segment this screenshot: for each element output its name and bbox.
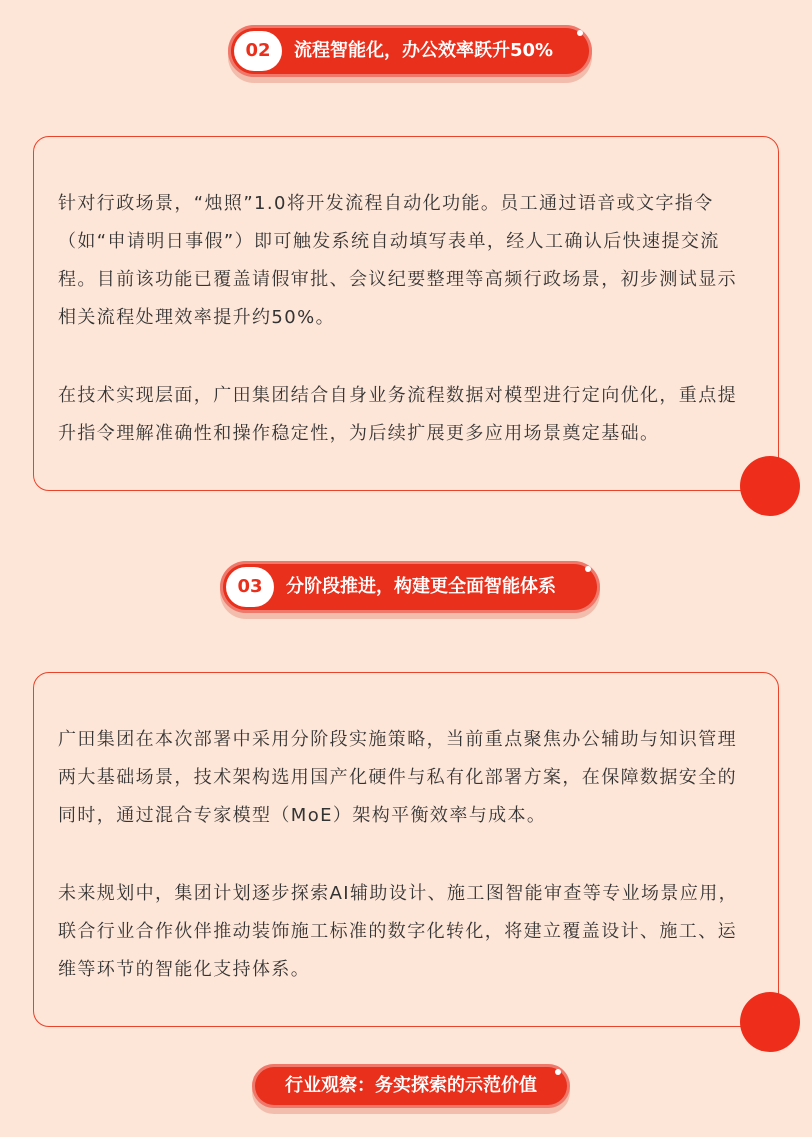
- section-02-card: [33, 136, 779, 491]
- decorative-circle: [740, 992, 800, 1052]
- section-04-header: [252, 1064, 570, 1108]
- section-03-header: [220, 561, 600, 613]
- section-03-paragraph-1: 广田集团在本次部署中采用分阶段实施策略，当前重点聚焦办公辅助与知识管理两大基础场景，技术架构选用国产化硬件与私有化部署方案，在保障数据安全的同时，通过混合专家模型（MoE）架构平衡效率与成本。: [58, 729, 737, 826]
- section-02-paragraph-2: 在技术实现层面，广田集团结合自身业务流程数据对模型进行定向优化，重点提升指令理解准确性和操作稳定性，为后续扩展更多应用场景奠定基础。: [58, 385, 737, 444]
- decorative-dot: [577, 30, 583, 36]
- section-02-paragraph-1: 针对行政场景，“烛照”1.0将开发流程自动化功能。员工通过语音或文字指令（如“申请明日事假”）即可触发系统自动填写表单，经人工确认后快速提交流程。目前该功能已覆盖请假审批、会议纪要整理等高频行政场景，初步测试显示相关流程处理效率提升约50%。: [58, 193, 737, 328]
- decorative-circle: [740, 456, 800, 516]
- section-02-title: 流程智能化，办公效率跃升50%: [294, 40, 554, 61]
- section-02-number: 02: [234, 31, 282, 71]
- section-03-title: 分阶段推进，构建更全面智能体系: [286, 576, 556, 597]
- decorative-dot: [555, 1069, 561, 1075]
- section-03-card: [33, 672, 779, 1027]
- section-02-header: [228, 25, 592, 77]
- section-03-number: 03: [226, 567, 274, 607]
- section-03-paragraph-2: 未来规划中，集团计划逐步探索AI辅助设计、施工图智能审查等专业场景应用，联合行业合作伙伴推动装饰施工标准的数字化转化，将建立覆盖设计、施工、运维等环节的智能化支持体系。: [58, 883, 739, 980]
- decorative-dot: [585, 566, 591, 572]
- section-04-title: 行业观察：务实探索的示范价值: [285, 1075, 537, 1096]
